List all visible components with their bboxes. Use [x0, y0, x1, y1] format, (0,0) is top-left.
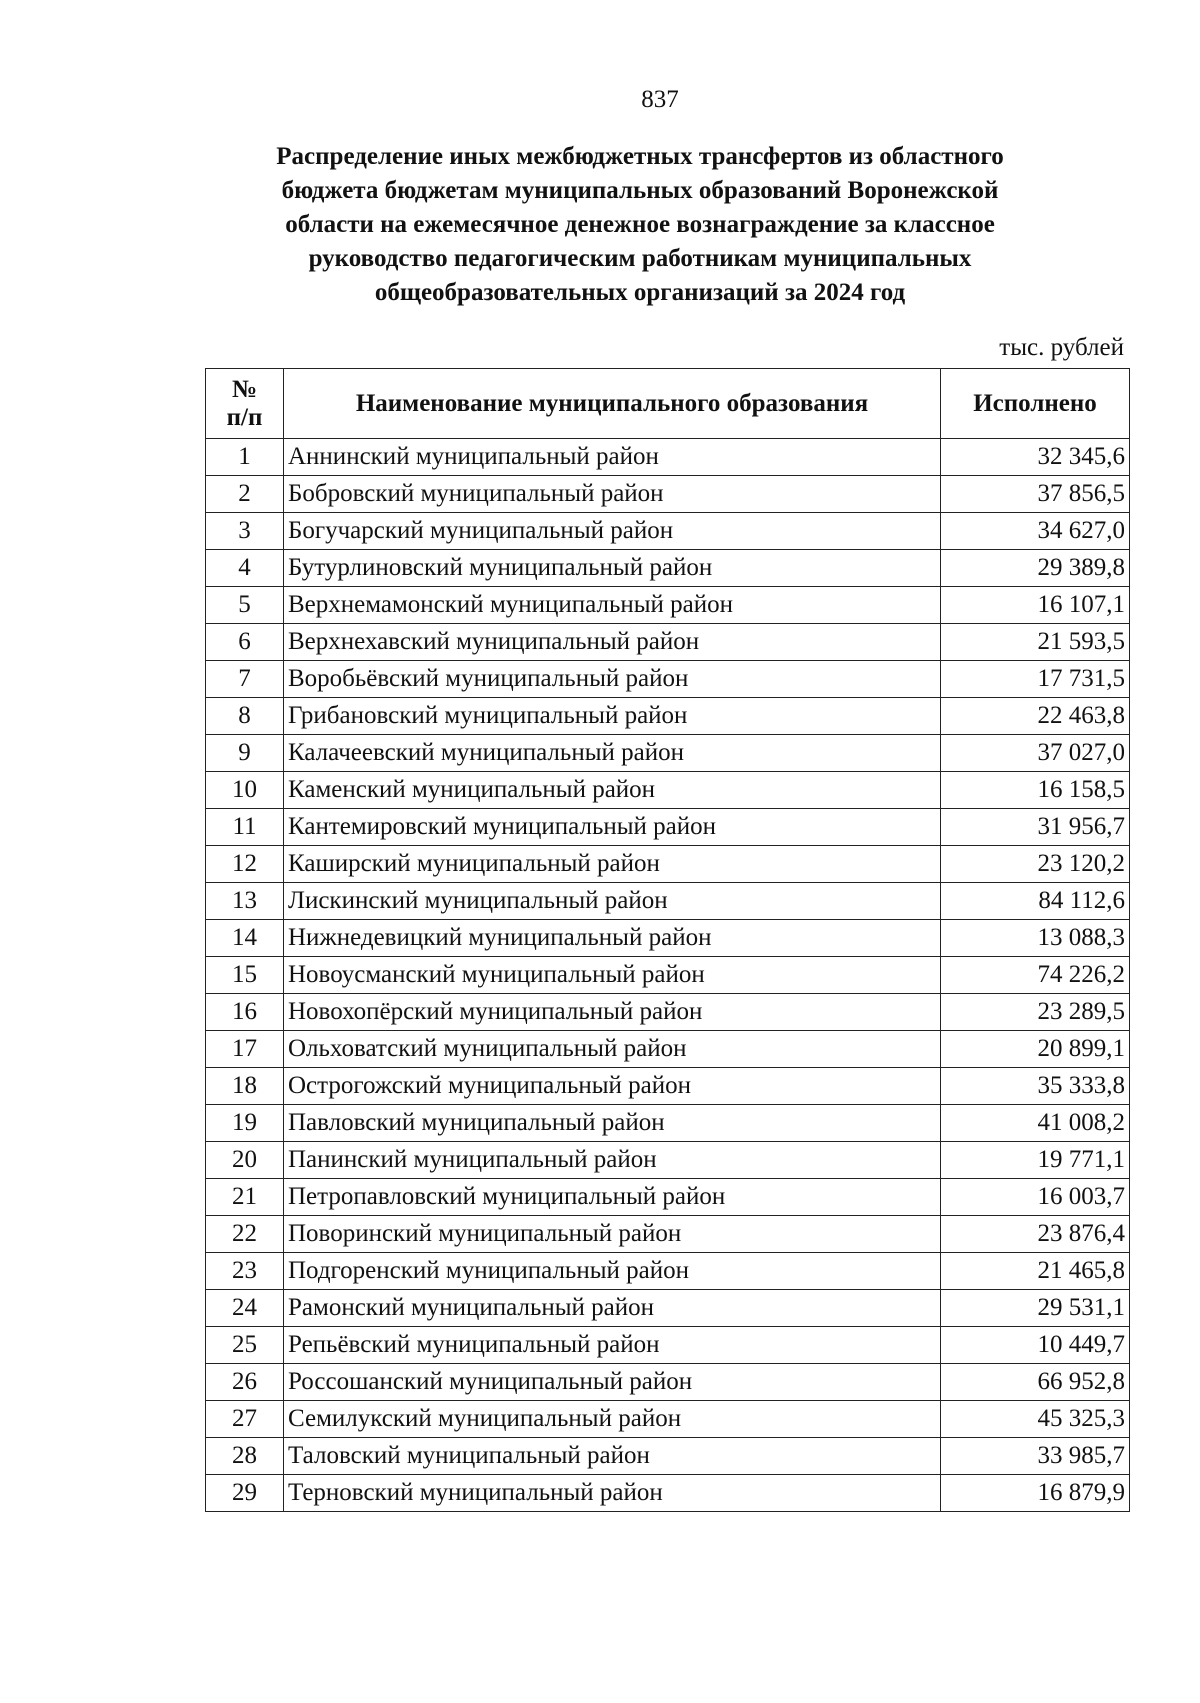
row-value: 37 856,5 — [941, 476, 1130, 513]
distribution-table — [205, 368, 1130, 1512]
row-number: 7 — [206, 661, 284, 698]
row-number: 24 — [206, 1290, 284, 1327]
row-number: 14 — [206, 920, 284, 957]
row-value: 19 771,1 — [941, 1142, 1130, 1179]
row-name: Каменский муниципальный район — [284, 772, 941, 809]
row-name: Поворинский муниципальный район — [284, 1216, 941, 1253]
table-row — [206, 1438, 1130, 1475]
table-row — [206, 476, 1130, 513]
row-number: 6 — [206, 624, 284, 661]
row-number: 9 — [206, 735, 284, 772]
row-value: 23 289,5 — [941, 994, 1130, 1031]
table-row — [206, 957, 1130, 994]
row-number: 18 — [206, 1068, 284, 1105]
row-number: 26 — [206, 1364, 284, 1401]
row-name: Новоусманский муниципальный район — [284, 957, 941, 994]
row-name: Панинский муниципальный район — [284, 1142, 941, 1179]
row-value: 16 003,7 — [941, 1179, 1130, 1216]
row-value: 23 876,4 — [941, 1216, 1130, 1253]
units-label: тыс. рублей — [999, 334, 1124, 361]
row-number: 21 — [206, 1179, 284, 1216]
row-name: Подгоренский муниципальный район — [284, 1253, 941, 1290]
row-value: 29 531,1 — [941, 1290, 1130, 1327]
header-number-abbr: п/п — [226, 403, 263, 431]
row-name: Каширский муниципальный район — [284, 846, 941, 883]
table-row — [206, 809, 1130, 846]
row-name: Верхнемамонский муниципальный район — [284, 587, 941, 624]
row-value: 32 345,6 — [941, 439, 1130, 476]
row-name: Ольховатский муниципальный район — [284, 1031, 941, 1068]
row-value: 37 027,0 — [941, 735, 1130, 772]
table-header-row — [206, 369, 1130, 439]
table-row — [206, 513, 1130, 550]
row-number: 25 — [206, 1327, 284, 1364]
row-number: 12 — [206, 846, 284, 883]
row-value: 17 731,5 — [941, 661, 1130, 698]
row-value: 20 899,1 — [941, 1031, 1130, 1068]
row-value: 16 107,1 — [941, 587, 1130, 624]
row-value: 84 112,6 — [941, 883, 1130, 920]
table-row — [206, 1216, 1130, 1253]
row-name: Новохопёрский муниципальный район — [284, 994, 941, 1031]
row-name: Верхнехавский муниципальный район — [284, 624, 941, 661]
row-value: 41 008,2 — [941, 1105, 1130, 1142]
table-row — [206, 1068, 1130, 1105]
row-value: 21 465,8 — [941, 1253, 1130, 1290]
row-number: 28 — [206, 1438, 284, 1475]
row-name: Россошанский муниципальный район — [284, 1364, 941, 1401]
row-name: Аннинский муниципальный район — [284, 439, 941, 476]
table-row — [206, 920, 1130, 957]
row-name: Острогожский муниципальный район — [284, 1068, 941, 1105]
row-name: Репьёвский муниципальный район — [284, 1327, 941, 1364]
row-number: 1 — [206, 439, 284, 476]
row-name: Терновский муниципальный район — [284, 1475, 941, 1512]
table-row — [206, 735, 1130, 772]
table-row — [206, 1179, 1130, 1216]
row-value: 45 325,3 — [941, 1401, 1130, 1438]
title-line: руководство педагогическим работникам муниципальных — [308, 245, 972, 272]
row-name: Грибановский муниципальный район — [284, 698, 941, 735]
table-row — [206, 883, 1130, 920]
row-number: 23 — [206, 1253, 284, 1290]
header-number-sign: № — [231, 375, 258, 403]
row-value: 10 449,7 — [941, 1327, 1130, 1364]
row-name: Рамонский муниципальный район — [284, 1290, 941, 1327]
row-value: 29 389,8 — [941, 550, 1130, 587]
title-line: Распределение иных межбюджетных трансфертов из областного — [276, 143, 1004, 170]
row-number: 29 — [206, 1475, 284, 1512]
row-name: Таловский муниципальный район — [284, 1438, 941, 1475]
row-number: 17 — [206, 1031, 284, 1068]
row-number: 16 — [206, 994, 284, 1031]
page-number: 837 — [641, 86, 679, 113]
row-name: Лискинский муниципальный район — [284, 883, 941, 920]
row-value: 22 463,8 — [941, 698, 1130, 735]
table-row — [206, 1031, 1130, 1068]
table-row — [206, 624, 1130, 661]
table-row — [206, 550, 1130, 587]
row-value: 35 333,8 — [941, 1068, 1130, 1105]
table-row — [206, 439, 1130, 476]
row-value: 34 627,0 — [941, 513, 1130, 550]
row-name: Бобровский муниципальный район — [284, 476, 941, 513]
table-body — [206, 439, 1130, 1512]
row-name: Петропавловский муниципальный район — [284, 1179, 941, 1216]
row-number: 15 — [206, 957, 284, 994]
row-number: 8 — [206, 698, 284, 735]
header-number — [206, 369, 284, 439]
row-number: 22 — [206, 1216, 284, 1253]
row-number: 11 — [206, 809, 284, 846]
table-row — [206, 698, 1130, 735]
title-line: общеобразовательных организаций за 2024 год — [374, 279, 906, 306]
row-number: 2 — [206, 476, 284, 513]
table-row — [206, 1327, 1130, 1364]
row-name: Нижнедевицкий муниципальный район — [284, 920, 941, 957]
header-value: Исполнено — [941, 369, 1130, 439]
row-name: Калачеевский муниципальный район — [284, 735, 941, 772]
table-row — [206, 1290, 1130, 1327]
row-value: 74 226,2 — [941, 957, 1130, 994]
title-line: области на ежемесячное денежное вознаграждение за классное — [285, 211, 995, 238]
row-number: 13 — [206, 883, 284, 920]
table-row — [206, 994, 1130, 1031]
row-name: Павловский муниципальный район — [284, 1105, 941, 1142]
table-row — [206, 1105, 1130, 1142]
row-value: 13 088,3 — [941, 920, 1130, 957]
title-line: бюджета бюджетам муниципальных образований Воронежской — [281, 177, 999, 204]
table-row — [206, 1142, 1130, 1179]
table-row — [206, 772, 1130, 809]
row-number: 3 — [206, 513, 284, 550]
row-value: 16 879,9 — [941, 1475, 1130, 1512]
table-row — [206, 1253, 1130, 1290]
row-name: Кантемировский муниципальный район — [284, 809, 941, 846]
row-number: 19 — [206, 1105, 284, 1142]
row-number: 5 — [206, 587, 284, 624]
row-name: Семилукский муниципальный район — [284, 1401, 941, 1438]
table-row — [206, 1401, 1130, 1438]
row-number: 4 — [206, 550, 284, 587]
row-value: 16 158,5 — [941, 772, 1130, 809]
row-value: 66 952,8 — [941, 1364, 1130, 1401]
row-number: 27 — [206, 1401, 284, 1438]
row-value: 21 593,5 — [941, 624, 1130, 661]
table-row — [206, 846, 1130, 883]
table-row — [206, 1475, 1130, 1512]
row-name: Воробьёвский муниципальный район — [284, 661, 941, 698]
row-value: 33 985,7 — [941, 1438, 1130, 1475]
row-name: Бутурлиновский муниципальный район — [284, 550, 941, 587]
row-number: 10 — [206, 772, 284, 809]
table-row — [206, 1364, 1130, 1401]
row-name: Богучарский муниципальный район — [284, 513, 941, 550]
table-row — [206, 661, 1130, 698]
header-name: Наименование муниципального образования — [284, 369, 941, 439]
table-row — [206, 587, 1130, 624]
document-title — [200, 140, 1080, 310]
row-number: 20 — [206, 1142, 284, 1179]
row-value: 31 956,7 — [941, 809, 1130, 846]
row-value: 23 120,2 — [941, 846, 1130, 883]
